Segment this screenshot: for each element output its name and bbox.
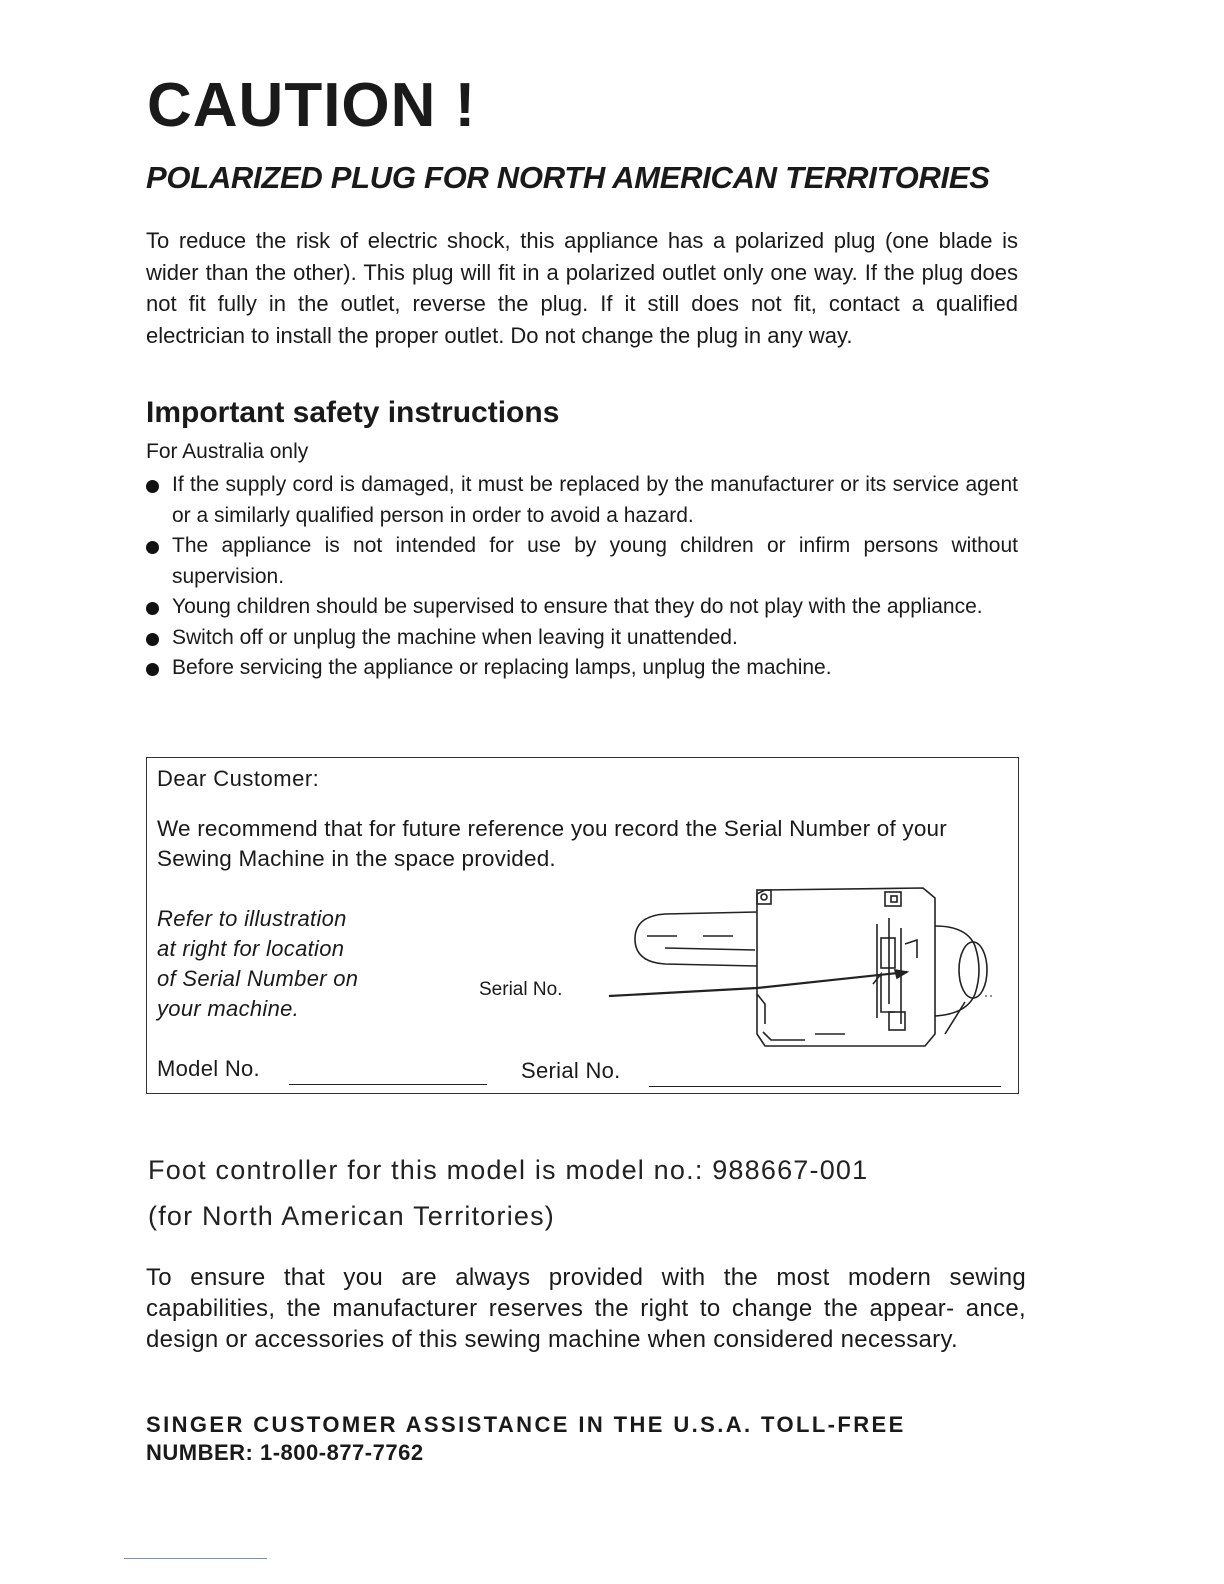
footer-rule	[124, 1558, 267, 1559]
safety-item: Young children should be supervised to ensure that they do not play with the appliance.	[146, 592, 1018, 623]
safety-item: The appliance is not intended for use by young children or infirm persons without supervision.	[146, 531, 1018, 592]
safety-list	[146, 470, 1018, 684]
bullet-icon	[146, 541, 159, 554]
serial-number-label: Serial No.	[521, 1058, 621, 1083]
manufacturer-note: To ensure that you are always provided with the most modern sewing capabilities, the manufacturer reserves the right to change the appear- ance, design or accessories of this sewing machine when considered necessary.	[146, 1264, 1026, 1353]
customer-record-box	[146, 757, 1019, 1094]
polarized-plug-heading: POLARIZED PLUG FOR NORTH AMERICAN TERRITORIES	[146, 160, 990, 195]
model-number-field	[289, 1084, 487, 1085]
model-number-label: Model No.	[157, 1056, 260, 1081]
bullet-icon	[146, 633, 159, 646]
foot-controller-model: Foot controller for this model is model no.: 988667-001	[148, 1155, 869, 1185]
customer-assistance-line1: SINGER CUSTOMER ASSISTANCE IN THE U.S.A. TOLL-FREE	[146, 1412, 906, 1437]
greeting: Dear Customer:	[157, 766, 320, 791]
safety-region: For Australia only	[146, 440, 309, 463]
customer-assistance-number: NUMBER: 1-800-877-7762	[146, 1440, 424, 1465]
foot-controller-region: (for North American Territories)	[148, 1201, 555, 1231]
refer-note: Refer to illustration at right for location of Serial Number on your machine.	[157, 906, 359, 1021]
serial-number-field	[649, 1086, 1001, 1087]
sewing-machine-illustration	[605, 884, 1005, 1054]
safety-item: Switch off or unplug the machine when leaving it unattended.	[146, 623, 1018, 654]
recommendation-text: We recommend that for future reference you record the Serial Number of your Sewing Machine in the space provided.	[157, 816, 947, 871]
page-title: CAUTION !	[147, 71, 477, 140]
bullet-icon	[146, 663, 159, 676]
safety-item: Before servicing the appliance or replacing lamps, unplug the machine.	[146, 653, 1018, 684]
illustration-serial-label: Serial No.	[479, 979, 563, 1000]
safety-item: If the supply cord is damaged, it must be replaced by the manufacturer or its service agent or a similarly qualified person in order to avoid a hazard.	[146, 470, 1018, 531]
bullet-icon	[146, 480, 159, 493]
bullet-icon	[146, 602, 159, 615]
safety-heading: Important safety instructions	[146, 396, 560, 429]
polarized-plug-text: To reduce the risk of electric shock, this appliance has a polarized plug (one blade is wider than the other). This plug will fit in a polarized outlet only one way. If the plug does not fit fully in the outlet, reverse the plug. If it still does not fit, contact a qualified electrician to install the proper outlet. Do not change the plug in any way.	[146, 228, 1018, 348]
